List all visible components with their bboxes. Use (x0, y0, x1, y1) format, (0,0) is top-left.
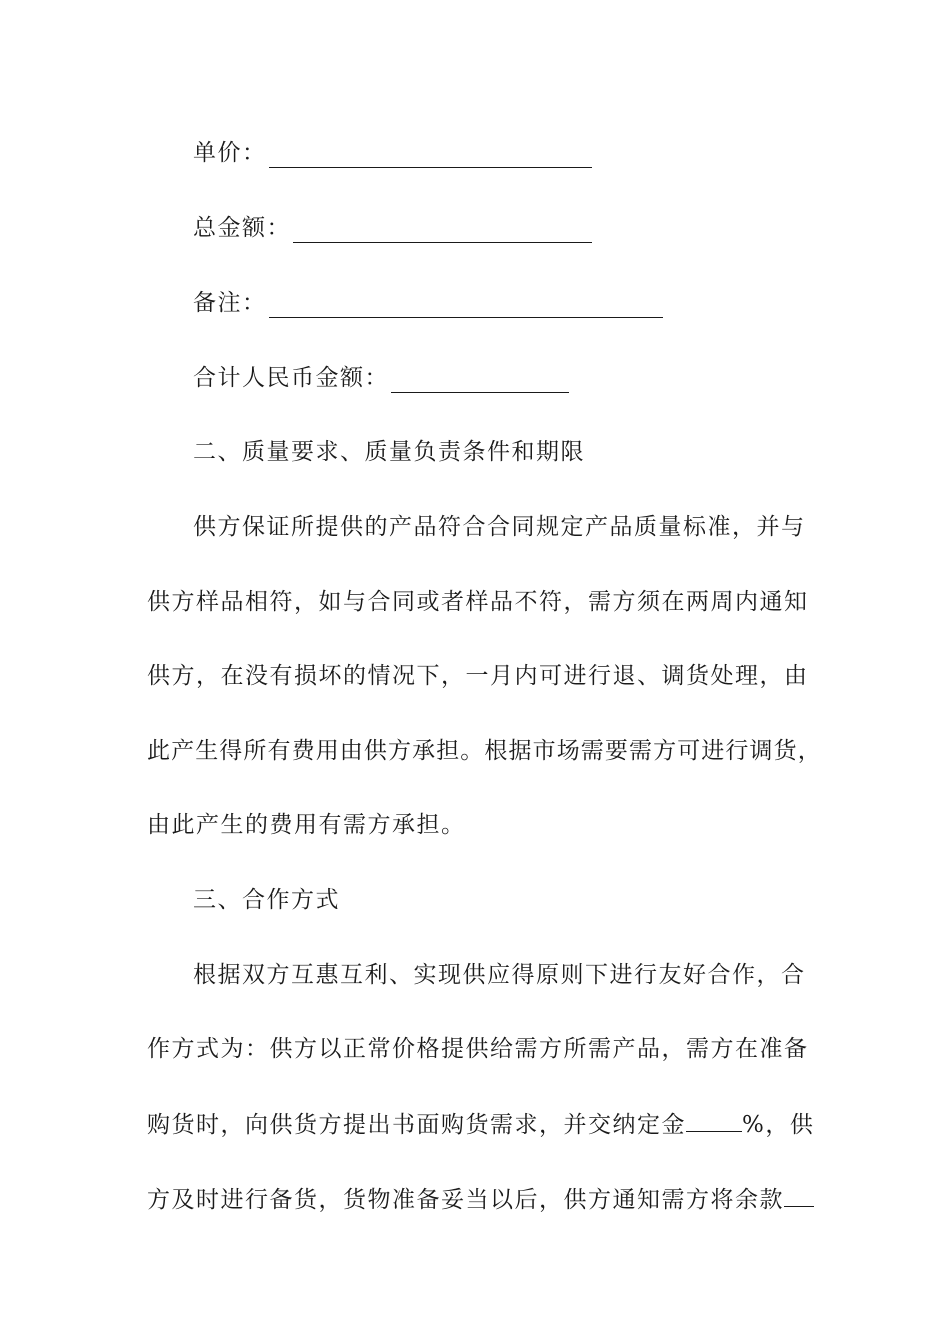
paragraph-line: 供方，在没有损坏的情况下，一月内可进行退、调货处理，由 (147, 663, 809, 689)
total-amount-blank (293, 218, 592, 243)
remarks-field (193, 288, 663, 318)
paragraph-line: 此产生得所有费用由供方承担。根据市场需要需方可进行调货， (147, 738, 822, 764)
section-quality-heading: 二、质量要求、质量负责条件和期限 (193, 439, 585, 465)
rmb-total-label: 合计人民币金额： (193, 365, 389, 391)
unit-price-field (193, 138, 592, 168)
deposit-line (147, 1109, 814, 1140)
paragraph-line: 由此产生的费用有需方承担。 (147, 812, 466, 838)
paragraph-line: 供方保证所提供的产品符合合同规定产品质量标准，并与 (193, 514, 806, 540)
paragraph-line: 根据双方互惠互利、实现供应得原则下进行友好合作，合 (193, 962, 806, 988)
balance-line (147, 1184, 814, 1215)
rmb-total-blank (391, 368, 569, 393)
remarks-label: 备注： (193, 290, 267, 316)
balance-text: 方及时进行备货，货物准备妥当以后，供方通知需方将余款 (147, 1187, 784, 1213)
unit-price-label: 单价： (193, 140, 267, 166)
unit-price-blank (269, 143, 592, 168)
balance-blank (784, 1184, 814, 1207)
rmb-total-field (193, 363, 569, 393)
paragraph-line: 供方样品相符，如与合同或者样品不符，需方须在两周内通知 (147, 589, 809, 615)
section-cooperation-heading: 三、合作方式 (193, 887, 340, 913)
deposit-text-after: %，供 (742, 1112, 815, 1138)
total-amount-field (193, 213, 592, 243)
remarks-blank (269, 293, 663, 318)
deposit-text-before: 购货时，向供货方提出书面购货需求，并交纳定金 (147, 1112, 686, 1138)
paragraph-line: 作方式为：供方以正常价格提供给需方所需产品，需方在准备 (147, 1036, 809, 1062)
deposit-percent-blank (686, 1109, 742, 1132)
total-amount-label: 总金额： (193, 215, 291, 241)
